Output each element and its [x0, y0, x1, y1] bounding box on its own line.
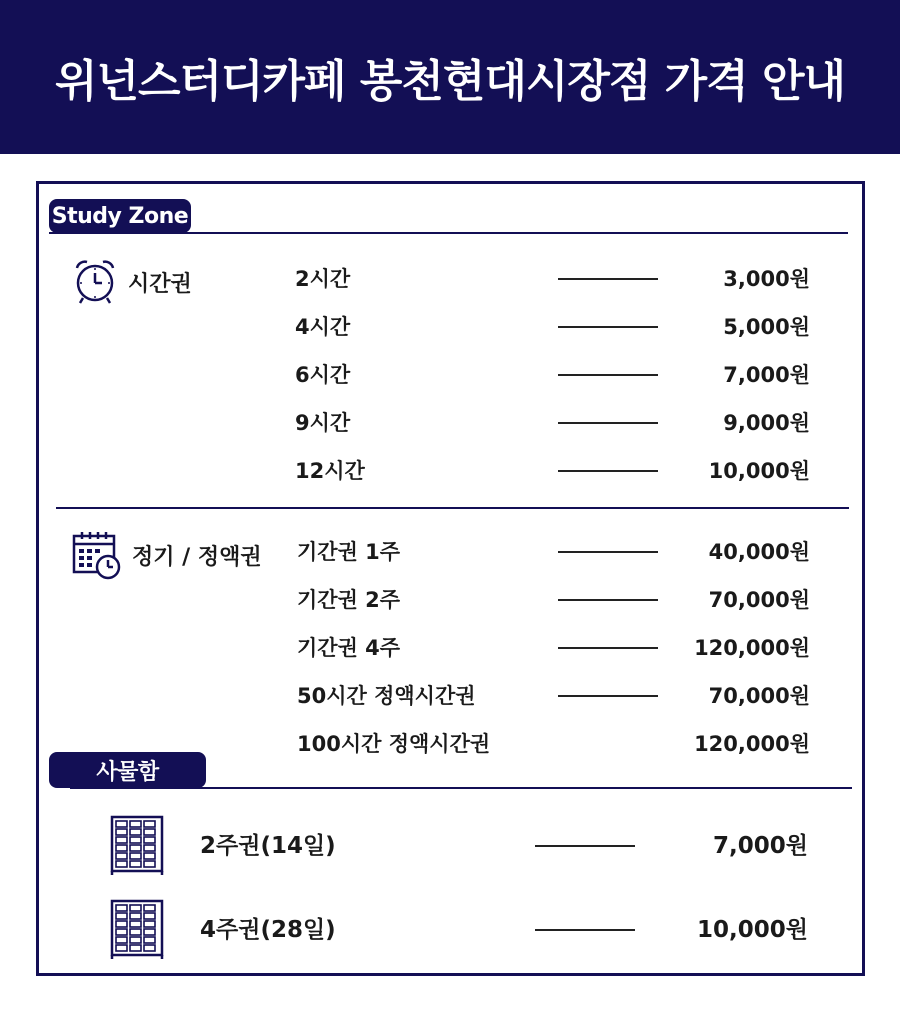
item-price: 10,000원: [708, 459, 810, 483]
item-price: 5,000원: [723, 315, 810, 339]
page-title: 위넌스터디카페 봉천현대시장점 가격 안내: [54, 56, 846, 107]
time-pass-label: 시간권: [128, 271, 192, 297]
leader-line: [558, 374, 658, 376]
item-label: 2시간: [295, 267, 351, 291]
item-price: 120,000원: [694, 636, 810, 660]
price-row: [0, 264, 900, 294]
study-zone-tag: Study Zone: [49, 199, 191, 233]
price-row: [0, 915, 900, 945]
item-label: 9시간: [295, 411, 351, 435]
locker-icon: [110, 899, 166, 961]
leader-line: [535, 845, 635, 847]
item-price: 9,000원: [723, 411, 810, 435]
item-label: 50시간 정액시간권: [297, 684, 476, 708]
price-row: [0, 585, 900, 615]
period-pass-label: 정기 / 정액권: [132, 544, 262, 570]
item-price: 70,000원: [708, 684, 810, 708]
leader-line: [558, 470, 658, 472]
price-row: [0, 312, 900, 342]
locker-rule: [70, 787, 852, 789]
leader-line: [558, 599, 658, 601]
leader-line: [558, 695, 658, 697]
item-label: 기간권 4주: [297, 636, 401, 660]
leader-line: [558, 326, 658, 328]
price-row: [0, 456, 900, 486]
locker-icon: [110, 815, 166, 877]
price-row: [0, 408, 900, 438]
section-divider: [56, 507, 849, 509]
item-label: 12시간: [295, 459, 365, 483]
price-row: [0, 537, 900, 567]
item-label: 2주권(14일): [200, 833, 336, 859]
leader-line: [558, 278, 658, 280]
item-label: 4시간: [295, 315, 351, 339]
item-label: 4주권(28일): [200, 917, 336, 943]
locker-tag: 사물함: [49, 752, 206, 788]
item-price: 120,000원: [694, 732, 810, 756]
leader-line: [558, 551, 658, 553]
price-row: [0, 831, 900, 861]
item-price: 70,000원: [708, 588, 810, 612]
price-row: [0, 681, 900, 711]
item-label: 6시간: [295, 363, 351, 387]
item-price: 3,000원: [723, 267, 810, 291]
study-zone-rule: [49, 232, 848, 234]
leader-line: [535, 929, 635, 931]
item-price: 7,000원: [723, 363, 810, 387]
leader-line: [558, 422, 658, 424]
item-price: 10,000원: [697, 917, 808, 943]
item-price: 7,000원: [713, 833, 808, 859]
item-price: 40,000원: [708, 540, 810, 564]
header-banner: [0, 0, 900, 154]
item-label: 기간권 1주: [297, 540, 401, 564]
price-row: [0, 633, 900, 663]
leader-line: [558, 647, 658, 649]
item-label: 기간권 2주: [297, 588, 401, 612]
price-row: [0, 360, 900, 390]
item-label: 100시간 정액시간권: [297, 732, 491, 756]
